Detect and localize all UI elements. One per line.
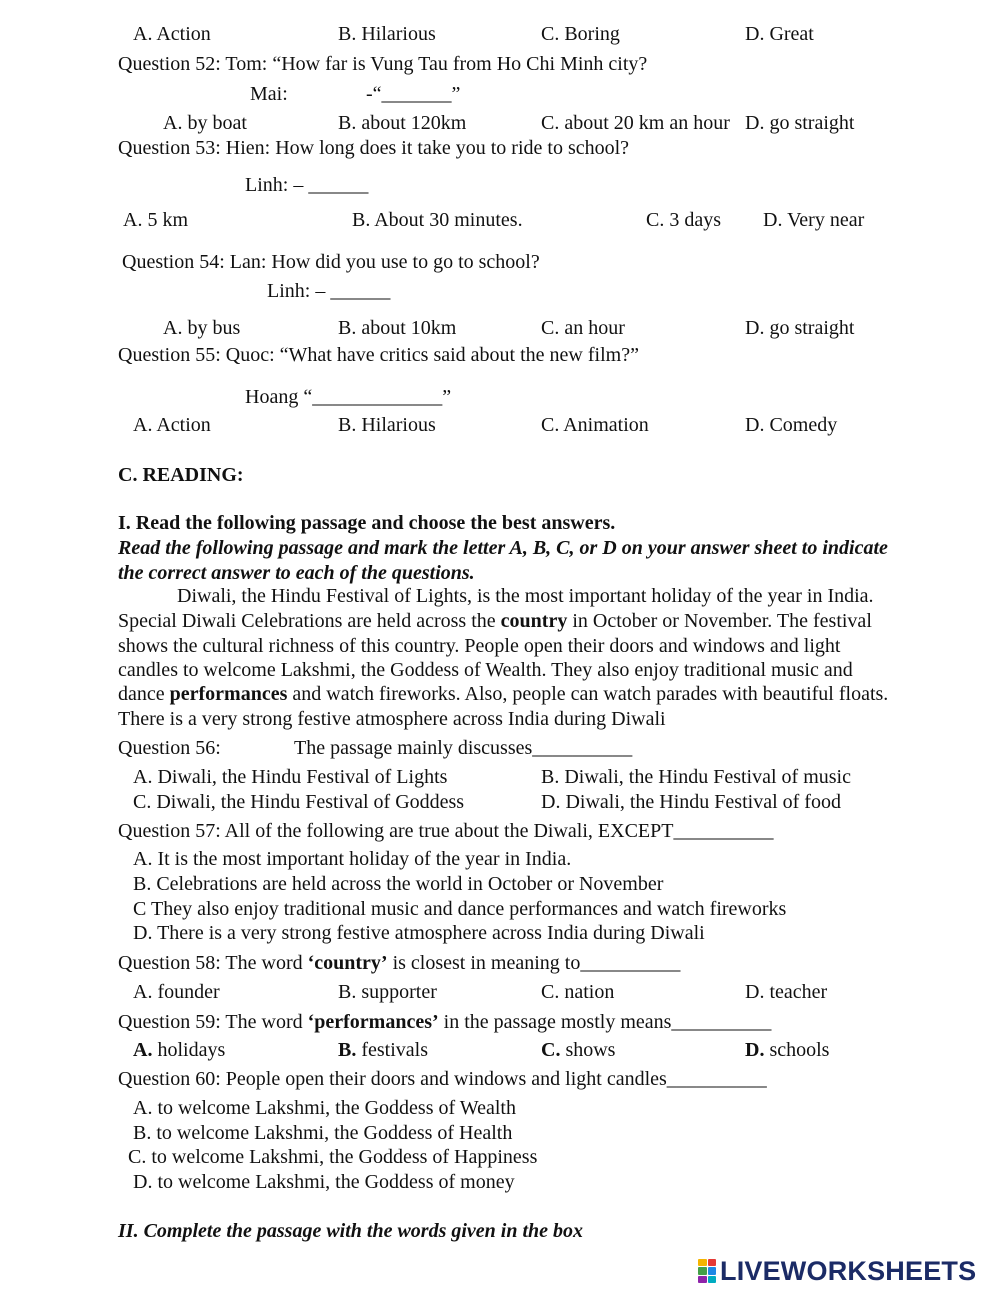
q56-question: The passage mainly discusses__________	[294, 737, 633, 759]
q57-option-b: B. Celebrations are held across the world in October or November	[133, 873, 664, 895]
passage-line-3: shows the cultural richness of this country. People open their doors and windows and light	[118, 635, 841, 657]
q53-option-c: C. 3 days	[646, 209, 721, 231]
q52-reply-name: Mai:	[250, 83, 288, 105]
q54-option-a: A. by bus	[163, 317, 241, 339]
section-heading-reading: C. READING:	[118, 464, 244, 486]
q58-option-b: B. supporter	[338, 981, 437, 1003]
q54-option-d: D. go straight	[745, 317, 855, 339]
q51-option-a: A. Action	[133, 23, 211, 45]
q58-option-d: D. teacher	[745, 981, 828, 1003]
q57-option-a: A. It is the most important holiday of the year in India.	[133, 848, 572, 870]
passage-bold-performances: performances	[169, 683, 288, 705]
q59-option-d: D. schools	[745, 1039, 830, 1061]
q56-option-b: B. Diwali, the Hindu Festival of music	[541, 766, 851, 788]
instruction-line-1: Read the following passage and mark the letter A, B, C, or D on your answer sheet to indicate	[118, 537, 888, 559]
q53-question: Question 53: Hien: How long does it take you to ride to school?	[118, 137, 630, 159]
q53-option-b: B. About 30 minutes.	[352, 209, 523, 231]
q55-option-d: D. Comedy	[745, 414, 838, 436]
q58-option-c: C. nation	[541, 981, 615, 1003]
q57-option-d: D. There is a very strong festive atmosphere across India during Diwali	[133, 922, 705, 944]
q59-option-b: B. festivals	[338, 1039, 428, 1061]
q52-question: Question 52: Tom: “How far is Vung Tau from Ho Chi Minh city?	[118, 53, 648, 75]
liveworksheets-logo-icon	[698, 1259, 716, 1283]
q52-option-d: D. go straight	[745, 112, 855, 134]
q51-option-b: B. Hilarious	[338, 23, 436, 45]
passage-bold-country: country	[500, 610, 568, 632]
q54-reply: Linh: – ______	[267, 280, 391, 302]
passage-line-6: There is a very strong festive atmosphere across India during Diwali	[118, 708, 666, 730]
part1-title: I. Read the following passage and choose the best answers.	[118, 512, 616, 534]
q60-option-c: C. to welcome Lakshmi, the Goddess of Happiness	[128, 1146, 538, 1168]
q56-label: Question 56:	[118, 737, 221, 759]
q55-reply: Hoang “_____________”	[245, 386, 452, 408]
q52-option-b: B. about 120km	[338, 112, 467, 134]
q55-option-c: C. Animation	[541, 414, 649, 436]
instruction-line-2: the correct answer to each of the questions.	[118, 562, 475, 584]
q60-option-a: A. to welcome Lakshmi, the Goddess of Wealth	[133, 1097, 516, 1119]
q56-option-c: C. Diwali, the Hindu Festival of Goddess	[133, 791, 465, 813]
q58-keyword: ‘country’	[307, 952, 388, 974]
q56-option-d: D. Diwali, the Hindu Festival of food	[541, 791, 841, 813]
q60-option-b: B. to welcome Lakshmi, the Goddess of Health	[133, 1122, 513, 1144]
q55-option-b: B. Hilarious	[338, 414, 436, 436]
part2-title: II. Complete the passage with the words given in the box	[118, 1220, 584, 1242]
q55-option-a: A. Action	[133, 414, 211, 436]
q51-option-d: D. Great	[745, 23, 814, 45]
q53-option-d: D. Very near	[763, 209, 865, 231]
liveworksheets-logo[interactable]	[698, 1256, 976, 1286]
q59-keyword: ‘performances’	[307, 1011, 439, 1033]
q57-question: Question 57: All of the following are true about the Diwali, EXCEPT__________	[118, 820, 774, 842]
q56-option-a: A. Diwali, the Hindu Festival of Lights	[133, 766, 448, 788]
q54-option-c: C. an hour	[541, 317, 625, 339]
passage-line-4: candles to welcome Lakshmi, the Goddess of Wealth. They also enjoy traditional music and	[118, 659, 853, 681]
q52-option-c: C. about 20 km an hour	[541, 112, 730, 134]
q60-question: Question 60: People open their doors and windows and light candles__________	[118, 1068, 767, 1090]
q59-question: Question 59: The word ‘performances’ in the passage mostly means__________	[118, 1011, 772, 1033]
q57-option-c: C They also enjoy traditional music and dance performances and watch fireworks	[133, 898, 787, 920]
q59-option-a: A. holidays	[133, 1039, 226, 1061]
q52-reply-text: -“_______”	[366, 83, 461, 105]
q54-option-b: B. about 10km	[338, 317, 457, 339]
q53-option-a: A. 5 km	[123, 209, 188, 231]
q58-option-a: A. founder	[133, 981, 220, 1003]
q59-option-c: C. shows	[541, 1039, 616, 1061]
q60-option-d: D. to welcome Lakshmi, the Goddess of money	[133, 1171, 515, 1193]
q53-reply: Linh: – ______	[245, 174, 369, 196]
passage-line-5: dance performances and watch fireworks. Also, people can watch parades with beautiful floats.	[118, 683, 889, 705]
q58-question: Question 58: The word ‘country’ is closest in meaning to__________	[118, 952, 681, 974]
q52-option-a: A. by boat	[163, 112, 247, 134]
liveworksheets-logo-text: LIVEWORKSHEETS	[720, 1255, 977, 1286]
q51-option-c: C. Boring	[541, 23, 620, 45]
q55-question: Question 55: Quoc: “What have critics said about the new film?”	[118, 344, 639, 366]
q54-question: Question 54: Lan: How did you use to go to school?	[122, 251, 540, 273]
passage-line-2: Special Diwali Celebrations are held across the country in October or November. The festival	[118, 610, 872, 632]
passage-line-1: Diwali, the Hindu Festival of Lights, is the most important holiday of the year in India.	[177, 585, 874, 607]
